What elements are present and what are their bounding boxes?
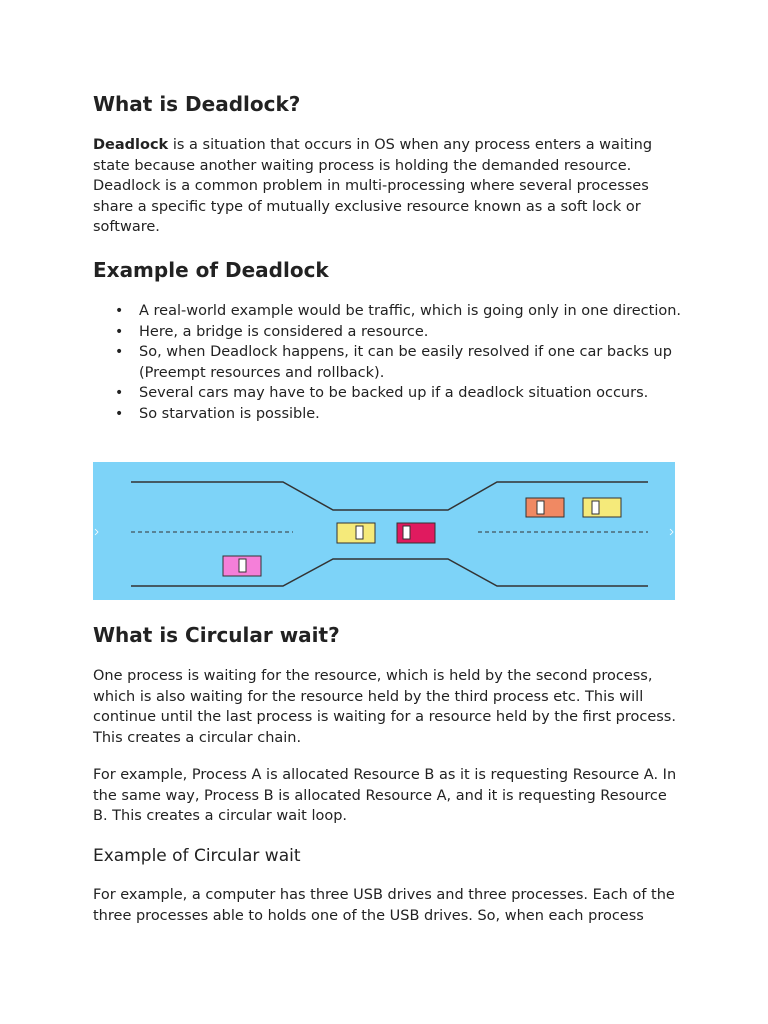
list-item: • Several cars may have to be backed up if a deadlock situation occurs.	[93, 383, 683, 404]
yellow-car-bridge	[337, 523, 375, 543]
deadlock-example-list	[93, 301, 683, 425]
heading-example-of-circular-wait: Example of Circular wait	[93, 846, 301, 866]
deadlock-term: Deadlock	[93, 137, 169, 153]
bridge-traffic-illustration	[93, 462, 675, 600]
list-item: • Here, a bridge is considered a resource.	[93, 322, 683, 343]
usb-example-paragraph: For example, a computer has three USB drives and three processes. Each of the three processes able to holds one of the USB drives. So, when each process	[93, 887, 675, 924]
orange-car	[526, 498, 564, 517]
deadlock-definition-paragraph	[93, 135, 683, 238]
heading-example-of-deadlock: Example of Deadlock	[93, 258, 329, 282]
circular-wait-paragraph: One process is waiting for the resource, which is held by the second process, which is also waiting for the resource held by the third process etc. This will continue until the last process is waiting for a resource held by the first process. This creates a circular chain.	[93, 668, 676, 746]
deadlock-definition-text: is a situation that occurs in OS when any process enters a waiting state because another waiting process is holding the demanded resource. Deadlock is a common problem in multi-processing where several processes share a specific type of mutually exclusive resource known as a soft lock or software.	[93, 137, 653, 236]
bridge-traffic-svg	[93, 462, 675, 600]
heading-what-is-circular-wait: What is Circular wait?	[93, 623, 340, 647]
pink-car	[223, 556, 261, 576]
circular-wait-example-paragraph: For example, Process A is allocated Resource B as it is requesting Resource A. In the same way, Process B is allocated Resource A, and it is requesting Resource B. This creates a circular wait loop.	[93, 767, 677, 825]
list-item: • So, when Deadlock happens, it can be easily resolved if one car backs up (Preempt resources and rollback).	[93, 342, 683, 383]
crimson-car-bridge	[397, 523, 435, 543]
heading-what-is-deadlock: What is Deadlock?	[93, 92, 301, 116]
list-item: • So starvation is possible.	[93, 404, 683, 425]
yellow-car-right	[583, 498, 621, 517]
list-item: • A real-world example would be traffic, which is going only in one direction.	[93, 301, 683, 322]
